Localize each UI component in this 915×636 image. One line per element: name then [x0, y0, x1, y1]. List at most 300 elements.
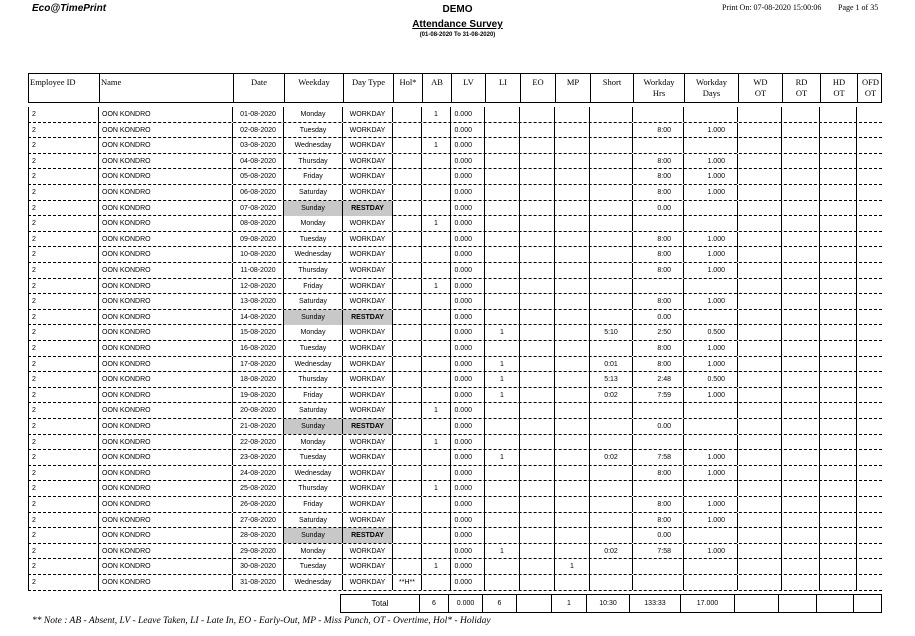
- cell-name: OON KONDRO: [99, 185, 233, 200]
- cell-li: [485, 310, 520, 325]
- cell-mp: [555, 154, 590, 169]
- cell-wd-ot: [738, 466, 782, 481]
- cell-li: [485, 169, 520, 184]
- cell-ofd-ot: [857, 294, 882, 309]
- cell-workday-days: [684, 528, 738, 543]
- cell-rd-ot: [782, 169, 820, 184]
- totals-row: [340, 594, 882, 613]
- col-header-date: Date: [234, 74, 285, 102]
- cell-employee-id: 2: [28, 169, 99, 184]
- table-row: [28, 419, 882, 435]
- cell-rd-ot: [782, 513, 820, 528]
- cell-workday-days: 1.000: [684, 450, 738, 465]
- cell-mp: [555, 497, 590, 512]
- cell-mp: [555, 232, 590, 247]
- cell-date: 17-08-2020: [233, 357, 284, 372]
- cell-hol: [393, 341, 422, 356]
- cell-mp: [555, 263, 590, 278]
- cell-short: [590, 185, 633, 200]
- cell-lv: 0.000: [451, 528, 485, 543]
- cell-eo: [520, 154, 555, 169]
- cell-eo: [520, 372, 555, 387]
- cell-wd-ot: [738, 513, 782, 528]
- cell-lv: 0.000: [451, 450, 485, 465]
- cell-date: 12-08-2020: [233, 279, 284, 294]
- cell-workday-days: 1.000: [684, 388, 738, 403]
- cell-workday-days: 1.000: [684, 497, 738, 512]
- cell-eo: [520, 575, 555, 590]
- cell-eo: [520, 185, 555, 200]
- cell-date: 20-08-2020: [233, 403, 284, 418]
- table-row: [28, 279, 882, 295]
- cell-ab: [422, 247, 451, 262]
- cell-day-type: WORKDAY: [343, 435, 393, 450]
- cell-hd-ot: [820, 294, 857, 309]
- cell-weekday: Monday: [284, 107, 343, 122]
- cell-hd-ot: [820, 513, 857, 528]
- table-row: [28, 403, 882, 419]
- cell-name: OON KONDRO: [99, 201, 233, 216]
- cell-workday-hrs: 8:00: [633, 154, 684, 169]
- cell-lv: 0.000: [451, 341, 485, 356]
- table-row: [28, 185, 882, 201]
- cell-employee-id: 2: [28, 403, 99, 418]
- cell-lv: 0.000: [451, 372, 485, 387]
- cell-li: [485, 341, 520, 356]
- cell-wd-ot: [738, 123, 782, 138]
- cell-employee-id: 2: [28, 435, 99, 450]
- cell-employee-id: 2: [28, 528, 99, 543]
- cell-workday-days: 1.000: [684, 466, 738, 481]
- cell-ab: [422, 388, 451, 403]
- cell-eo: [520, 310, 555, 325]
- cell-weekday: Friday: [284, 497, 343, 512]
- cell-short: [590, 528, 633, 543]
- cell-ofd-ot: [857, 216, 882, 231]
- cell-eo: [520, 247, 555, 262]
- cell-mp: [555, 123, 590, 138]
- cell-employee-id: 2: [28, 388, 99, 403]
- cell-rd-ot: [782, 466, 820, 481]
- cell-lv: 0.000: [451, 544, 485, 559]
- cell-workday-hrs: 7:59: [633, 388, 684, 403]
- cell-hd-ot: [820, 123, 857, 138]
- cell-rd-ot: [782, 481, 820, 496]
- table-row: [28, 107, 882, 123]
- cell-hd-ot: [820, 138, 857, 153]
- cell-ab: [422, 232, 451, 247]
- cell-workday-hrs: 2:48: [633, 372, 684, 387]
- cell-workday-days: 1.000: [684, 232, 738, 247]
- cell-short: [590, 201, 633, 216]
- cell-hol: [393, 450, 422, 465]
- cell-ab: [422, 357, 451, 372]
- cell-wd-ot: [738, 154, 782, 169]
- cell-workday-hrs: 8:00: [633, 497, 684, 512]
- table-row: [28, 544, 882, 560]
- col-header-lv: LV: [452, 74, 486, 102]
- cell-short: [590, 403, 633, 418]
- col-header-employee-id: Employee ID: [29, 74, 100, 102]
- cell-date: 25-08-2020: [233, 481, 284, 496]
- cell-eo: [520, 481, 555, 496]
- cell-employee-id: 2: [28, 372, 99, 387]
- cell-date: 18-08-2020: [233, 372, 284, 387]
- cell-day-type: WORKDAY: [343, 450, 393, 465]
- cell-lv: 0.000: [451, 435, 485, 450]
- cell-date: 01-08-2020: [233, 107, 284, 122]
- cell-weekday: Wednesday: [284, 138, 343, 153]
- cell-workday-days: 0.500: [684, 325, 738, 340]
- cell-weekday: Friday: [284, 279, 343, 294]
- cell-employee-id: 2: [28, 544, 99, 559]
- cell-workday-hrs: 8:00: [633, 232, 684, 247]
- cell-employee-id: 2: [28, 575, 99, 590]
- cell-hd-ot: [820, 247, 857, 262]
- total-li: 6: [483, 595, 517, 612]
- cell-eo: [520, 466, 555, 481]
- cell-workday-hrs: 8:00: [633, 169, 684, 184]
- cell-short: [590, 466, 633, 481]
- cell-name: OON KONDRO: [99, 294, 233, 309]
- cell-workday-days: [684, 201, 738, 216]
- cell-workday-hrs: [633, 403, 684, 418]
- cell-mp: [555, 279, 590, 294]
- cell-hol: [393, 154, 422, 169]
- cell-day-type: WORKDAY: [343, 294, 393, 309]
- cell-li: [485, 481, 520, 496]
- cell-hol: [393, 388, 422, 403]
- cell-ab: 1: [422, 435, 451, 450]
- cell-lv: 0.000: [451, 575, 485, 590]
- cell-rd-ot: [782, 403, 820, 418]
- cell-hol: [393, 138, 422, 153]
- cell-date: 07-08-2020: [233, 201, 284, 216]
- cell-day-type: WORKDAY: [343, 497, 393, 512]
- cell-employee-id: 2: [28, 107, 99, 122]
- cell-eo: [520, 341, 555, 356]
- cell-ab: [422, 450, 451, 465]
- cell-name: OON KONDRO: [99, 559, 233, 574]
- col-header-eo: EO: [521, 74, 556, 102]
- col-header-workday-hrs: Workday Hrs: [634, 74, 685, 102]
- cell-li: 1: [485, 544, 520, 559]
- cell-hd-ot: [820, 310, 857, 325]
- cell-employee-id: 2: [28, 419, 99, 434]
- cell-employee-id: 2: [28, 450, 99, 465]
- cell-workday-days: 1.000: [684, 169, 738, 184]
- cell-hol: [393, 263, 422, 278]
- cell-employee-id: 2: [28, 247, 99, 262]
- cell-name: OON KONDRO: [99, 216, 233, 231]
- cell-eo: [520, 435, 555, 450]
- total-wdot: [735, 595, 779, 612]
- col-header-short: Short: [591, 74, 634, 102]
- cell-hol: [393, 325, 422, 340]
- cell-workday-days: 1.000: [684, 123, 738, 138]
- cell-ofd-ot: [857, 403, 882, 418]
- cell-date: 06-08-2020: [233, 185, 284, 200]
- cell-hd-ot: [820, 466, 857, 481]
- cell-rd-ot: [782, 450, 820, 465]
- cell-weekday: Thursday: [284, 372, 343, 387]
- cell-ofd-ot: [857, 466, 882, 481]
- cell-eo: [520, 201, 555, 216]
- cell-li: [485, 528, 520, 543]
- cell-ofd-ot: [857, 544, 882, 559]
- cell-weekday: Tuesday: [284, 123, 343, 138]
- table-row: [28, 388, 882, 404]
- cell-mp: [555, 357, 590, 372]
- cell-mp: [555, 341, 590, 356]
- cell-day-type: WORKDAY: [343, 559, 393, 574]
- cell-rd-ot: [782, 247, 820, 262]
- cell-mp: [555, 419, 590, 434]
- table-row: [28, 497, 882, 513]
- cell-wd-ot: [738, 279, 782, 294]
- cell-li: 1: [485, 372, 520, 387]
- cell-ab: [422, 294, 451, 309]
- cell-lv: 0.000: [451, 294, 485, 309]
- table-header: [28, 73, 882, 103]
- cell-ofd-ot: [857, 325, 882, 340]
- cell-short: [590, 435, 633, 450]
- cell-ofd-ot: [857, 263, 882, 278]
- cell-lv: 0.000: [451, 310, 485, 325]
- cell-weekday: Friday: [284, 169, 343, 184]
- cell-workday-days: 1.000: [684, 294, 738, 309]
- cell-date: 08-08-2020: [233, 216, 284, 231]
- cell-lv: 0.000: [451, 466, 485, 481]
- cell-day-type: WORKDAY: [343, 513, 393, 528]
- report-date-range: (01-08-2020 To 31-08-2020): [419, 32, 496, 38]
- cell-name: OON KONDRO: [99, 310, 233, 325]
- cell-ab: [422, 201, 451, 216]
- table-row: [28, 123, 882, 139]
- cell-hd-ot: [820, 357, 857, 372]
- cell-wd-ot: [738, 232, 782, 247]
- cell-lv: 0.000: [451, 357, 485, 372]
- cell-date: 03-08-2020: [233, 138, 284, 153]
- cell-mp: [555, 294, 590, 309]
- cell-weekday: Saturday: [284, 185, 343, 200]
- cell-mp: [555, 450, 590, 465]
- cell-hd-ot: [820, 450, 857, 465]
- cell-wd-ot: [738, 357, 782, 372]
- cell-weekday: Sunday: [284, 201, 343, 216]
- cell-ab: 1: [422, 216, 451, 231]
- cell-workday-days: 1.000: [684, 185, 738, 200]
- cell-day-type: RESTDAY: [343, 528, 393, 543]
- cell-wd-ot: [738, 325, 782, 340]
- cell-workday-days: [684, 435, 738, 450]
- cell-name: OON KONDRO: [99, 357, 233, 372]
- cell-rd-ot: [782, 294, 820, 309]
- cell-lv: 0.000: [451, 513, 485, 528]
- cell-weekday: Tuesday: [284, 450, 343, 465]
- cell-wd-ot: [738, 201, 782, 216]
- cell-eo: [520, 388, 555, 403]
- cell-name: OON KONDRO: [99, 232, 233, 247]
- table-row: [28, 372, 882, 388]
- cell-li: [485, 294, 520, 309]
- cell-date: 22-08-2020: [233, 435, 284, 450]
- total-ofdot: [854, 595, 881, 612]
- cell-hd-ot: [820, 575, 857, 590]
- cell-ab: [422, 528, 451, 543]
- cell-li: 1: [485, 388, 520, 403]
- cell-workday-days: [684, 279, 738, 294]
- col-header-rd-ot: RD OT: [783, 74, 821, 102]
- cell-wd-ot: [738, 107, 782, 122]
- cell-hd-ot: [820, 216, 857, 231]
- cell-hol: [393, 559, 422, 574]
- cell-li: [485, 403, 520, 418]
- cell-date: 14-08-2020: [233, 310, 284, 325]
- cell-lv: 0.000: [451, 232, 485, 247]
- cell-day-type: WORKDAY: [343, 403, 393, 418]
- cell-lv: 0.000: [451, 185, 485, 200]
- cell-name: OON KONDRO: [99, 481, 233, 496]
- cell-hd-ot: [820, 154, 857, 169]
- cell-eo: [520, 294, 555, 309]
- cell-mp: [555, 528, 590, 543]
- cell-eo: [520, 123, 555, 138]
- cell-employee-id: 2: [28, 341, 99, 356]
- cell-day-type: WORKDAY: [343, 325, 393, 340]
- cell-hol: [393, 107, 422, 122]
- col-header-workday-days: Workday Days: [685, 74, 739, 102]
- total-ab: 6: [420, 595, 449, 612]
- table-row: [28, 466, 882, 482]
- cell-short: 0:01: [590, 357, 633, 372]
- cell-wd-ot: [738, 341, 782, 356]
- cell-weekday: Thursday: [284, 154, 343, 169]
- cell-name: OON KONDRO: [99, 279, 233, 294]
- cell-workday-days: [684, 216, 738, 231]
- cell-employee-id: 2: [28, 325, 99, 340]
- cell-name: OON KONDRO: [99, 466, 233, 481]
- cell-wd-ot: [738, 185, 782, 200]
- table-row: [28, 169, 882, 185]
- cell-hol: **H**: [393, 575, 422, 590]
- cell-name: OON KONDRO: [99, 575, 233, 590]
- cell-workday-hrs: 2:50: [633, 325, 684, 340]
- cell-li: [485, 279, 520, 294]
- cell-weekday: Tuesday: [284, 232, 343, 247]
- total-lv: 0.000: [449, 595, 483, 612]
- cell-ab: 1: [422, 107, 451, 122]
- cell-workday-hrs: [633, 138, 684, 153]
- cell-ab: [422, 497, 451, 512]
- cell-date: 15-08-2020: [233, 325, 284, 340]
- cell-short: [590, 107, 633, 122]
- cell-name: OON KONDRO: [99, 341, 233, 356]
- cell-mp: [555, 216, 590, 231]
- cell-wd-ot: [738, 310, 782, 325]
- cell-ofd-ot: [857, 481, 882, 496]
- cell-workday-hrs: [633, 481, 684, 496]
- cell-lv: 0.000: [451, 123, 485, 138]
- cell-employee-id: 2: [28, 559, 99, 574]
- cell-date: 29-08-2020: [233, 544, 284, 559]
- cell-rd-ot: [782, 263, 820, 278]
- cell-hol: [393, 497, 422, 512]
- cell-short: [590, 419, 633, 434]
- cell-workday-days: 1.000: [684, 513, 738, 528]
- cell-li: 1: [485, 450, 520, 465]
- cell-hd-ot: [820, 185, 857, 200]
- cell-wd-ot: [738, 403, 782, 418]
- cell-date: 21-08-2020: [233, 419, 284, 434]
- cell-rd-ot: [782, 559, 820, 574]
- total-short: 10:30: [587, 595, 630, 612]
- cell-day-type: RESTDAY: [343, 310, 393, 325]
- cell-rd-ot: [782, 232, 820, 247]
- cell-workday-hrs: 0.00: [633, 310, 684, 325]
- cell-rd-ot: [782, 357, 820, 372]
- cell-short: [590, 341, 633, 356]
- total-label: Total: [341, 595, 420, 612]
- cell-day-type: WORKDAY: [343, 247, 393, 262]
- cell-workday-days: 1.000: [684, 357, 738, 372]
- cell-rd-ot: [782, 435, 820, 450]
- cell-hd-ot: [820, 419, 857, 434]
- cell-workday-hrs: 0.00: [633, 419, 684, 434]
- cell-ofd-ot: [857, 154, 882, 169]
- table-row: [28, 575, 882, 591]
- table-row: [28, 559, 882, 575]
- cell-date: 13-08-2020: [233, 294, 284, 309]
- cell-date: 02-08-2020: [233, 123, 284, 138]
- cell-weekday: Wednesday: [284, 575, 343, 590]
- cell-rd-ot: [782, 216, 820, 231]
- cell-li: [485, 435, 520, 450]
- cell-wd-ot: [738, 216, 782, 231]
- total-eo: [517, 595, 552, 612]
- cell-day-type: WORKDAY: [343, 357, 393, 372]
- cell-rd-ot: [782, 575, 820, 590]
- cell-hd-ot: [820, 388, 857, 403]
- cell-employee-id: 2: [28, 263, 99, 278]
- cell-mp: [555, 107, 590, 122]
- cell-mp: [555, 325, 590, 340]
- cell-eo: [520, 325, 555, 340]
- col-header-li: LI: [486, 74, 521, 102]
- cell-lv: 0.000: [451, 169, 485, 184]
- cell-lv: 0.000: [451, 138, 485, 153]
- cell-wd-ot: [738, 388, 782, 403]
- cell-weekday: Wednesday: [284, 466, 343, 481]
- table-row: [28, 294, 882, 310]
- cell-ofd-ot: [857, 247, 882, 262]
- cell-eo: [520, 419, 555, 434]
- table-row: [28, 528, 882, 544]
- cell-ab: [422, 325, 451, 340]
- cell-wd-ot: [738, 497, 782, 512]
- cell-short: 0:02: [590, 388, 633, 403]
- cell-date: 05-08-2020: [233, 169, 284, 184]
- cell-day-type: WORKDAY: [343, 544, 393, 559]
- cell-name: OON KONDRO: [99, 325, 233, 340]
- cell-eo: [520, 169, 555, 184]
- cell-rd-ot: [782, 388, 820, 403]
- cell-li: [485, 575, 520, 590]
- report-title: Attendance Survey: [412, 19, 503, 30]
- total-rdot: [779, 595, 817, 612]
- cell-hd-ot: [820, 279, 857, 294]
- cell-lv: 0.000: [451, 419, 485, 434]
